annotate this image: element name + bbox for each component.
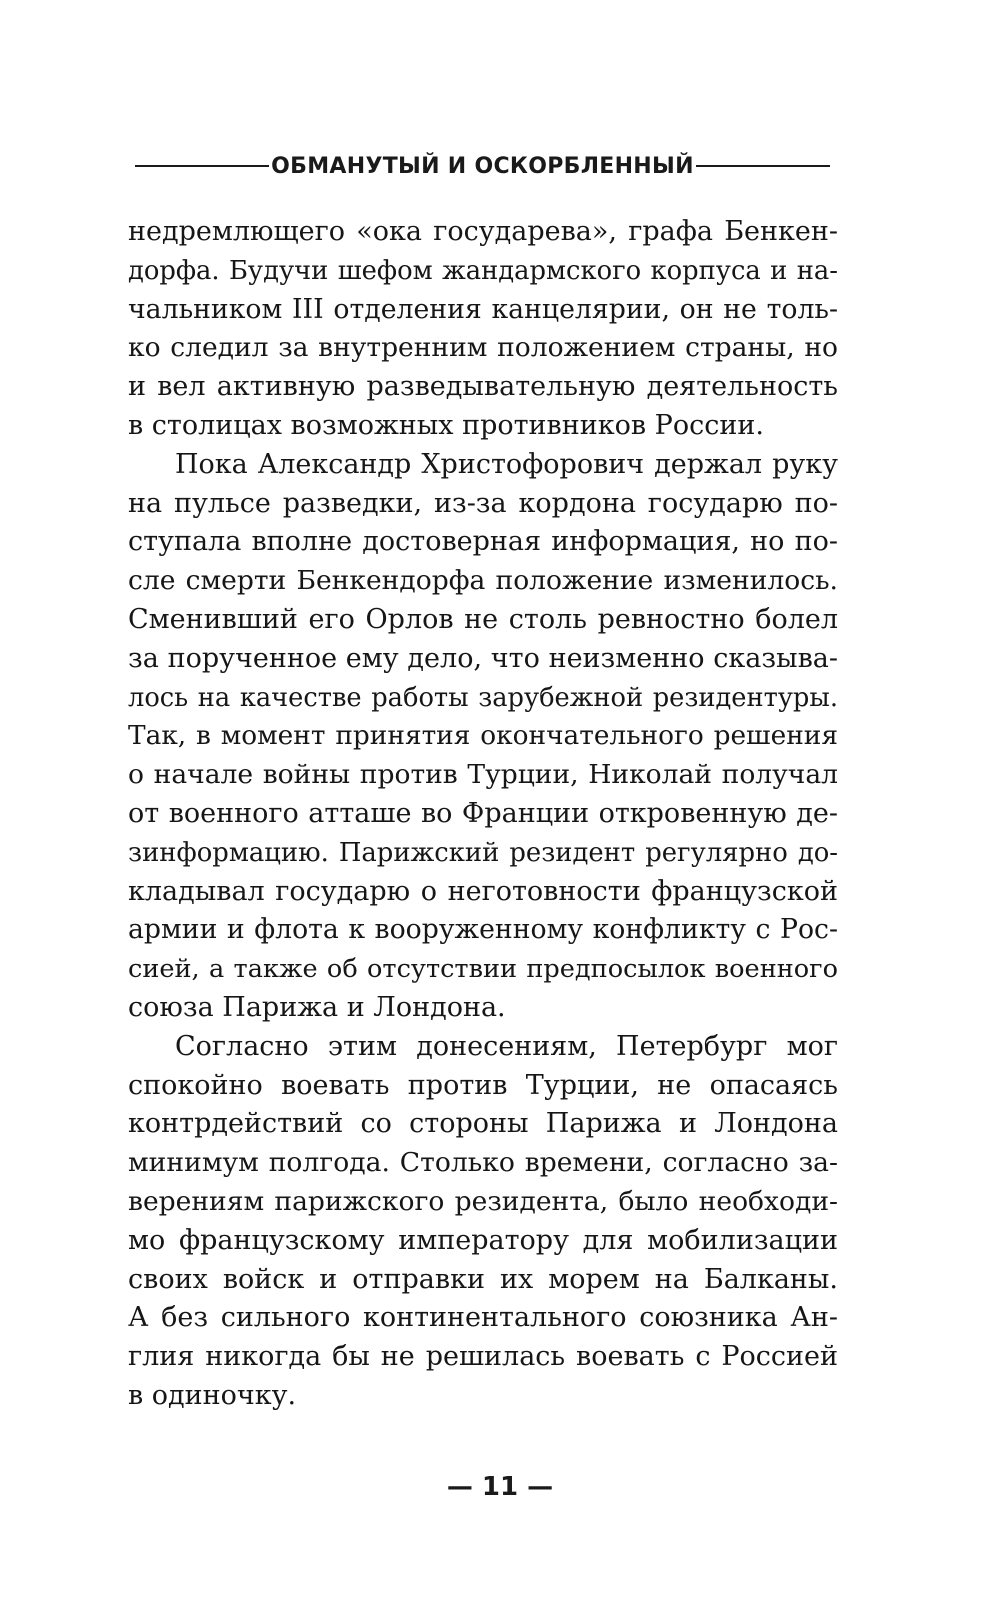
running-head-left-rule [135,165,269,167]
text-line: чальником III отделения канцелярии, он не толь- [128,293,838,325]
running-head [135,146,830,186]
running-head-title: ОБМАНУТЫЙ И ОСКОРБЛЕННЫЙ [271,153,694,179]
text-line: глия никогда бы не решилась воевать с Россией [128,1341,838,1373]
text-line: Согласно этим донесениям, Петербург мог [175,1030,838,1062]
text-line: на пульсе разведки, из-за кордона государю по- [128,487,838,519]
text-line: дорфа. Будучи шефом жандармского корпуса и на- [128,255,838,286]
text-line: своих войск и отправки их морем на Балканы. [128,1263,838,1295]
text-line: недремлющего «ока государева», графа Бенкен- [128,216,838,247]
text-line: от военного атташе во Франции откровенную де- [128,797,838,829]
text-line: Пока Александр Христофорович держал руку [175,448,838,480]
text-line: А без сильного континентального союзника Ан- [128,1302,838,1334]
text-line: армии и флота к вооруженному конфликту с Рос- [128,914,838,946]
text-line: о начале войны против Турции, Николай получал [128,759,838,791]
text-line: Так, в момент принятия окончательного решения [128,721,838,752]
text-line: в одиночку. [128,1379,297,1411]
text-line: лось на качестве работы зарубежной резидентуры. [128,682,838,713]
text-line: мо французскому императору для мобилизации [128,1224,838,1256]
text-line: и вел активную разведывательную деятельность [128,371,838,403]
paragraph-2 [128,446,838,1028]
page-number: — 11 — [446,1472,554,1502]
text-line: спокойно воевать против Турции, не опасаясь [128,1069,838,1101]
paragraph-3 [128,1028,838,1416]
text-line: кладывал государю о неготовности французской [128,875,838,907]
text-line: ступала вполне достоверная информация, но по- [128,526,838,558]
text-line: союза Парижа и Лондона. [128,991,506,1023]
text-line: сией, а также об отсутствии предпосылок военного [128,954,838,985]
text-line: за порученное ему дело, что неизменно сказыва- [128,642,838,674]
body-text [128,213,838,1416]
text-line: в столицах возможных противников России. [128,409,764,441]
paragraph-1 [128,213,838,446]
text-line: сле смерти Бенкендорфа положение изменилось. [128,565,838,597]
running-head-right-rule [696,165,830,167]
text-line: минимум полгода. Столько времени, согласно за- [128,1147,838,1179]
text-line: Сменивший его Орлов не столь ревностно болел [128,603,838,635]
text-line: верениям парижского резидента, было необходи- [128,1185,838,1217]
text-line: ко следил за внутренним положением страны, но [128,332,838,364]
text-line: контрдействий со стороны Парижа и Лондона [128,1108,838,1140]
text-line: зинформацию. Парижский резидент регулярно до- [128,837,838,868]
